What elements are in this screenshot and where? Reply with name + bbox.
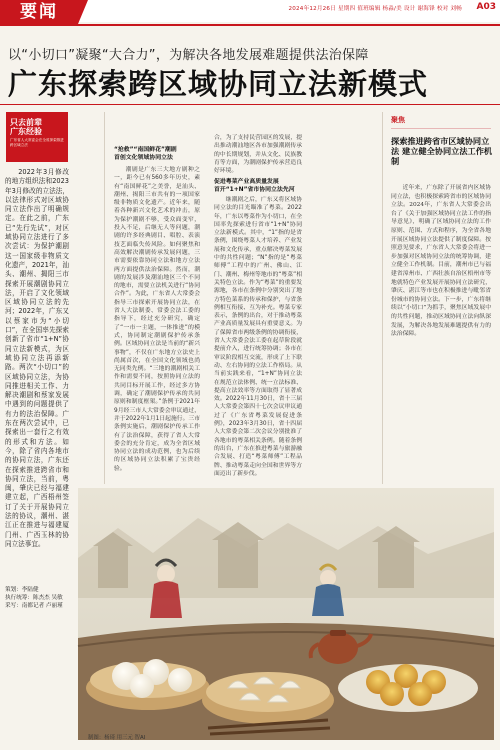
article-subheading: 以“小切口”凝聚“大合力”，为解决各地发展难题提供法治保障 <box>8 48 369 63</box>
section-heading-opera <box>114 146 204 162</box>
sidebar-label: 聚焦 <box>391 112 491 129</box>
column-divider <box>104 112 105 484</box>
illustration-artwork <box>78 488 494 740</box>
illustration-caption: 制图：杨琦 用三元 智AI <box>88 735 146 741</box>
column-logo-box <box>6 112 68 162</box>
body-column-3-intro <box>214 134 302 174</box>
sidebar-paragraph: 近年来，广东除了开展省内区域协同立法，也积极探索跨省市的区域协同立法。2024年，广东省人大常委会出台了《关于加强区域协同立法工作的指导意见》，明确了区域协同立法的工作原则、范围、方式和程序，为全省各地开展区域协同立法提供了制度保障。按照意见要求，广东省人大常委会将进一步加强对区域协同立法的统筹协调，建立健全工作机制。目前，潮州市已与福建省漳州市、广西壮族自治区梧州市等地就特色产业发展开展协同立法研究，肇庆、湛江等市也在积极推进与毗邻省份城市的协同立法。下一步，广东将继续以“小切口”为抓手，聚焦区域发展中的共性问题，推动区域协同立法向纵深发展，为解决各地发展难题提供有力的法治保障。 <box>391 185 491 338</box>
column-divider <box>382 112 383 484</box>
body-column-2 <box>114 166 200 486</box>
section-heading-cuisine <box>214 178 304 194</box>
body-column-3 <box>214 196 302 486</box>
headline-rule <box>0 104 500 105</box>
column-logo-text <box>10 118 42 136</box>
section-heading-line: 首开“1+N”省市协同立法先河 <box>214 187 295 193</box>
issue-line: 2024年12月26日 星期四 值班编辑 杨淼/美 设计 谢海锋 校对 刘畅 <box>288 6 462 12</box>
section-heading-line: “抢救”“南国鲜花”潮剧 <box>114 147 177 153</box>
article-headline: 广东探索跨区域协同立法新模式 <box>8 67 429 101</box>
header-rule <box>0 24 500 26</box>
section-heading-line: 促进粤菜产业高质量发展 <box>214 179 279 185</box>
section-heading-line: 首创文化领域协同立法 <box>114 155 173 161</box>
body-paragraph: 继潮剧之后，广东又将区域协同立法的目光瞄准了粤菜。2022年，广东以粤菜作为小切口，在全国率先探索进行省市“1+N”协同立法新模式。其中，“1”指的是省条例，围绕粤菜人才培养、产业发展和文化传承，重点解决粤菜发展中的共性问题；“N”指的是“粤菜师傅”工程中的广州、佛山、江门、潮州、梅州等地市的“粤菜”相关特色立法。作为“粤菜”的重要发源地，各市在条例中分别突出了地方特色菜系的传承和保护，与省条例相互衔接、互为补充。粤菜专家表示，条例的出台，对于推动粤菜产业高质量发展具有重要意义。为了保障省市两级条例的协调衔接，省人大常委会法工委在起草阶段就提前介入，进行统筹协调；各市在审议阶段相互交流，形成了上下联动、左右协同的立法工作格局。从当前实践来看，“1+N”协同立法在规范立法体例、统一立法标准、提高立法效率等方面取得了显著成效。2022年11月30日，省十三届人大常委会第四十七次会议审议通过了《广东省粤菜发展促进条例》，2023年3月30日，省十四届人大常委会第二次会议分别批准了各地市的粤菜相关条例。随着条例的出台，广东在推进粤菜与旅游融合发展、打造“粤菜师傅”工程品牌、推动粤菜走向全国和世界等方面迈出了新步伐。 <box>214 197 302 477</box>
credit-execution: 执行统筹：陈杰杰 吴敏 <box>5 595 63 601</box>
body-paragraph: 潮剧是广东三大地方剧种之一，距今已有560多年历史，素有“南国鲜花”之美誉，是汕头、潮州、揭阳三市共有的一项国家级非物质文化遗产。近年来，随着各种新兴文化艺术的冲击，原为保护潮剧不够，受众面变窄，投入不足，后继无人等问题，潮剧的许多经典剧目、唱腔、表演技艺面临失传风险。如何聚焦和高效解决潮剧传承发展问题，三市需要依靠协同立法和地方立法两方面提供法治保障。然而，潮剧的发展涉及潮汕地区三个不同的地市，需要立法机关进行“协同合作”。为此，广东省人大常委会指导三市探索开展协同立法，在省人大法制委、常委会法工委的指导下，经过充分研究，确定了“一市一主题，一体推进”的模式，协同制定潮剧保护传承条例。区域协同立法是当前的“新兴事物”，不仅在广东地方立法史上尚属首次，在全国文化领域也尚无同类先例。“三地的潮剧相关工作和需要不同，按照协同立法的共同目标开展工作，经过多方协调，确定了潮剧保护传承的共同原则和制度框架。”条例于2021年9月经三市人大常委会审议通过，并于2022年1月1日起施行。三市条例实施后，潮剧保护传承工作有了法治保障，获得了省人大常委会的充分肯定，成为全省区域协同立法的成功范例，也为后续的区域协同立法积累了宝贵经验。 <box>114 167 200 472</box>
illustration <box>78 488 494 740</box>
column-logo-note: 广东省人大常委会在全省探索推进跨区域立法 <box>10 138 64 147</box>
sidebar-body <box>391 184 491 404</box>
logo-line-2: 广东经验 <box>10 126 42 136</box>
lead-paragraph: 2022年3月修改的地方组织法和2023年3月修改的立法法，以法律形式对区域协同立法作出了明确规定。在此之前，广东已“先行先试”，对区域协同立法进行了多次尝试：为保护潮剧这一国家级非物质文化遗产，2021年，汕头、潮州、揭阳三市探索开展潮剧协同立法，开启了文化领域区域协同立法的先河；2022年，广东又以蔡家市为“小切口”，在全国率先探索创新了省市“1+N”协同立法新模式，为区域协同立法再添新路。两次“小切口”的区域协同立法，为协同推进相关工作、力解决潮剧和蔡家发展中遇到的问题提供了有力的法治保障。广东在两次尝试中，已探索出一套行之有效的形式和方法。如今，除了省内各地市的协同立法，广东还在探索推进跨省市和协同立法，当前，粤闽，肇庆已经与福建建立起，广西梧州签订了关于开展协同立法的协议，潮州、湛江正在推进与福建厦门州、广西玉林的协同立法事宜。 <box>5 168 69 548</box>
sidebar-title: 探索推进跨省市区域协同立法 建立健全协同立法工作机制 <box>391 136 493 167</box>
lead-column <box>5 168 69 548</box>
body-column-3-continued <box>312 134 374 486</box>
credit-writers: 采写：南都记者 卢丽瑾 <box>5 603 63 609</box>
credit-planning: 策划：李陆健 <box>5 587 39 593</box>
logo-line-1: 只去前辈 <box>10 117 42 127</box>
section-tab: 要闻 <box>0 0 78 24</box>
page-number: A03 <box>476 2 496 12</box>
credits <box>5 586 63 610</box>
body-paragraph: 合，为了支持民营园区的发展，提出推动潮汕地区各市加强潮剧传承的中长期规划，并从文化、民族教育等方面，为潮剧保护传承营造良好环境。 <box>214 135 302 175</box>
